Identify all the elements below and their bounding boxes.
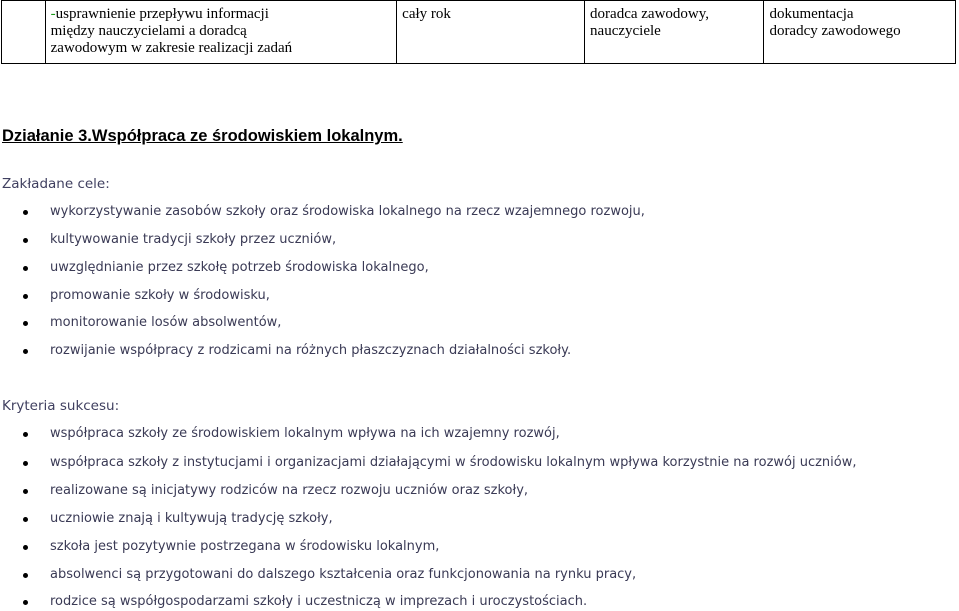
criteria-label: Kryteria sukcesu:	[2, 398, 120, 414]
table-row	[2, 1, 956, 64]
bullet-icon	[23, 238, 28, 243]
bullet-icon	[23, 210, 28, 215]
bullet-icon	[23, 545, 28, 550]
bullet-icon	[23, 294, 28, 299]
evidence-line: doradcy zawodowego	[769, 23, 901, 39]
task-line: usprawnienie przepływu informacji	[55, 6, 269, 22]
bullet-icon	[23, 461, 28, 466]
task-line: zawodowym w zakresie realizacji zadań	[50, 40, 293, 56]
table-cell-term	[397, 1, 585, 64]
table-cell-evidence	[764, 1, 956, 64]
section-heading: Działanie 3.Współpraca ze środowiskiem lokalnym.	[2, 127, 403, 145]
table-cell-task	[45, 1, 397, 64]
bullet-icon	[23, 321, 28, 326]
table-cell-number	[2, 1, 46, 64]
task-line: między nauczycielami a doradcą	[50, 23, 247, 39]
plan-table-fragment	[1, 0, 956, 64]
term-text: cały rok	[402, 6, 451, 22]
bullet-icon	[23, 573, 28, 578]
bullet-icon	[23, 489, 28, 494]
bullet-icon	[23, 600, 28, 605]
goals-label: Zakładane cele:	[2, 176, 110, 192]
bullet-icon	[23, 349, 28, 354]
responsible-line: nauczyciele	[590, 23, 661, 39]
table-cell-responsible	[585, 1, 764, 64]
bullet-icon	[23, 432, 28, 437]
evidence-line: dokumentacja	[769, 6, 854, 22]
task-dash: -	[50, 6, 56, 22]
bullet-icon	[23, 266, 28, 271]
bullet-icon	[23, 517, 28, 522]
responsible-line: doradca zawodowy,	[590, 6, 710, 22]
